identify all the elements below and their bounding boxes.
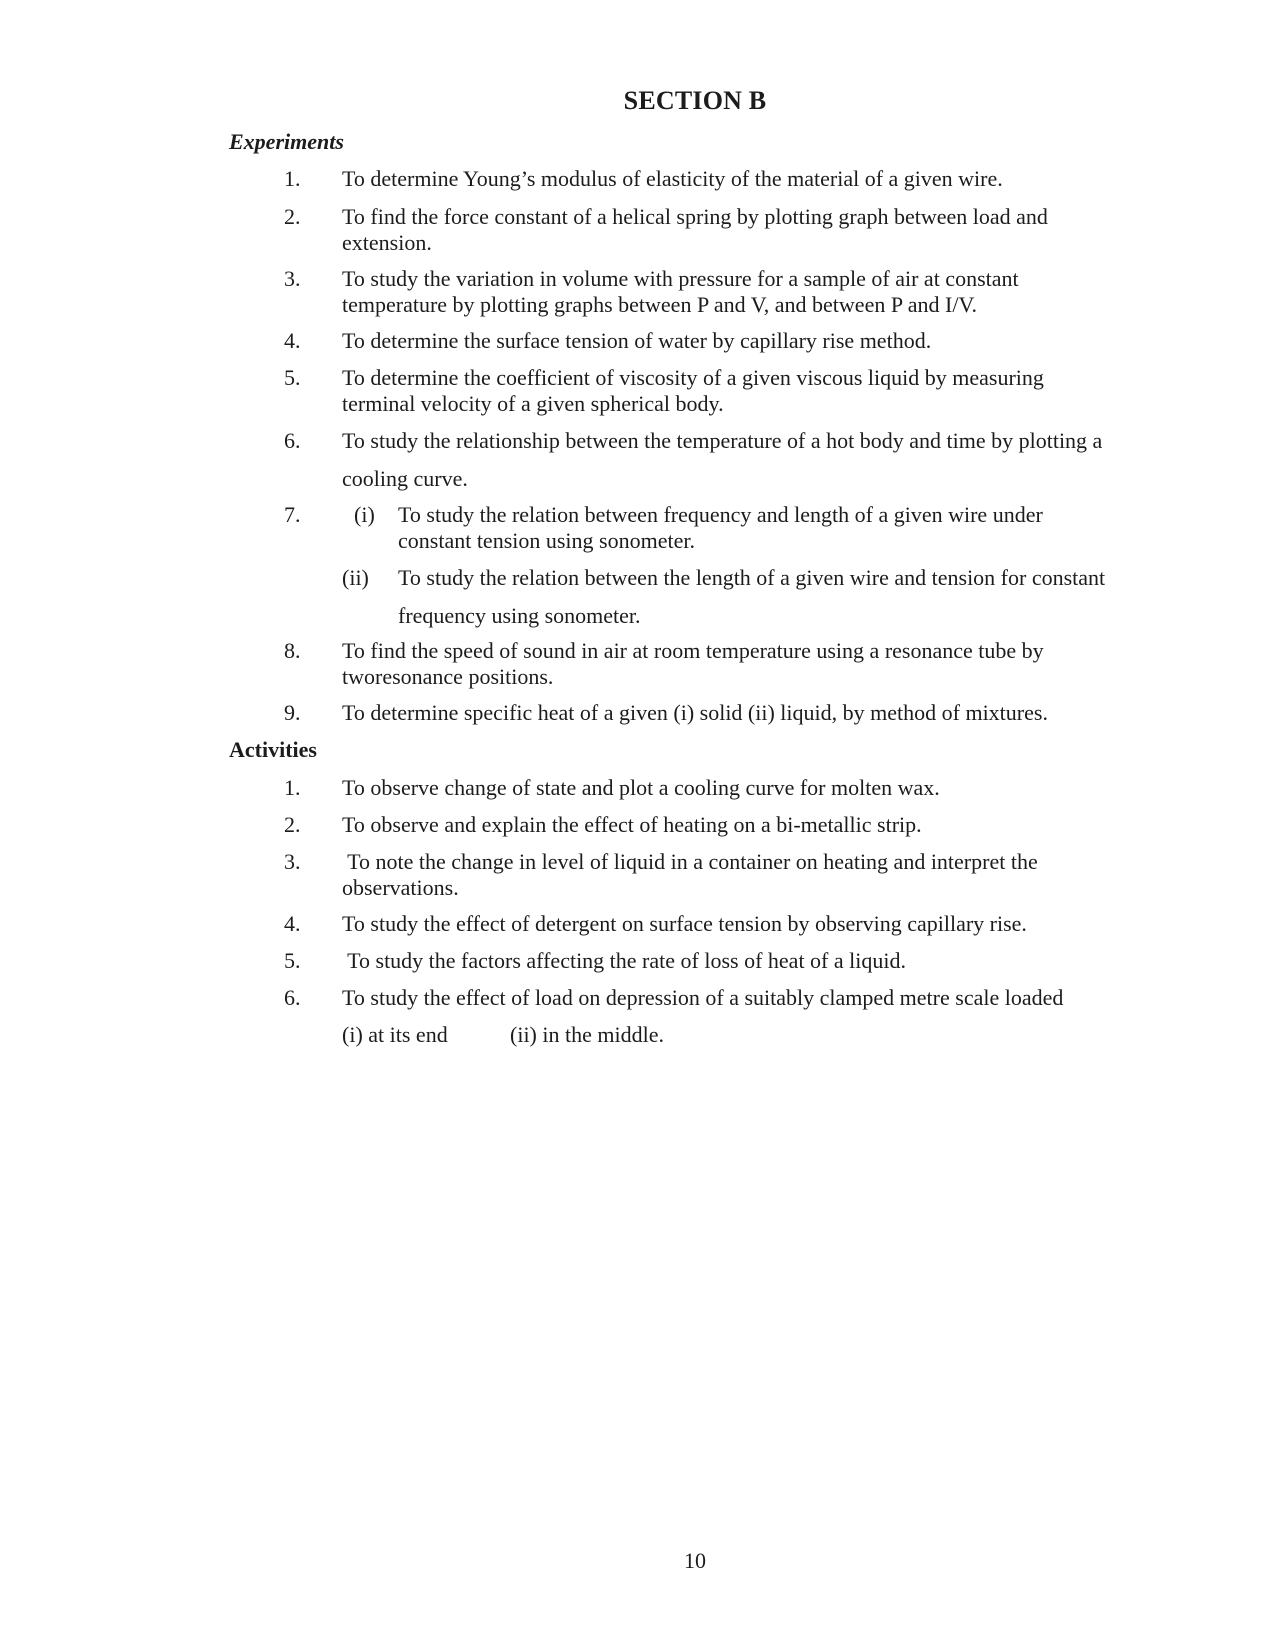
- section-title: SECTION B: [623, 86, 767, 115]
- sub-item-text-line: constant tension using sonometer.: [398, 528, 695, 553]
- item-number: 2.: [284, 812, 301, 837]
- sub-item-label: (i): [354, 502, 375, 527]
- item-text-line: observations.: [342, 875, 459, 900]
- item-number: 5.: [284, 365, 301, 390]
- item-number: 3.: [284, 266, 301, 291]
- item-number: 1.: [284, 775, 301, 800]
- item-text-line: To study the variation in volume with pressure for a sample of air at constant: [342, 266, 1019, 291]
- sub-item-label: (ii): [342, 565, 369, 590]
- page-number: 10: [684, 1548, 706, 1573]
- item-text: To determine Young’s modulus of elasticity of the material of a given wire.: [342, 166, 1003, 191]
- sub-item-text-line: To study the relation between the length of a given wire and tension for constant: [398, 565, 1106, 590]
- item-text-line: To study the relationship between the temperature of a hot body and time by plotting a: [342, 428, 1103, 453]
- item-option: (ii) in the middle.: [510, 1022, 664, 1047]
- sub-item-text-line: frequency using sonometer.: [398, 603, 641, 628]
- item-option: (i) at its end: [342, 1022, 448, 1047]
- item-text-line: To note the change in level of liquid in a container on heating and interpret the: [342, 849, 1038, 874]
- item-text-line: extension.: [342, 230, 432, 255]
- item-text-line: cooling curve.: [342, 466, 468, 491]
- item-text: To study the factors affecting the rate of loss of heat of a liquid.: [342, 948, 906, 973]
- item-number: 3.: [284, 849, 301, 874]
- item-number: 5.: [284, 948, 301, 973]
- item-number: 9.: [284, 700, 301, 725]
- item-text-line: To find the force constant of a helical spring by plotting graph between load and: [342, 204, 1048, 229]
- item-text-line: To study the effect of load on depression of a suitably clamped metre scale loaded: [342, 985, 1064, 1010]
- item-text-line: To determine the coefficient of viscosity of a given viscous liquid by measuring: [342, 365, 1044, 390]
- item-text: To observe and explain the effect of heating on a bi-metallic strip.: [342, 812, 922, 837]
- experiments-heading: Experiments: [229, 129, 344, 154]
- item-number: 2.: [284, 204, 301, 229]
- item-number: 6.: [284, 985, 301, 1010]
- item-number: 8.: [284, 638, 301, 663]
- item-text: To observe change of state and plot a cooling curve for molten wax.: [342, 775, 940, 800]
- item-text: To study the effect of detergent on surface tension by observing capillary rise.: [342, 911, 1027, 936]
- item-text-line: tworesonance positions.: [342, 664, 554, 689]
- item-text-line: temperature by plotting graphs between P and V, and between P and I/V.: [342, 292, 978, 317]
- item-number: 4.: [284, 328, 301, 353]
- item-text-line: To find the speed of sound in air at room temperature using a resonance tube by: [342, 638, 1044, 663]
- item-number: 4.: [284, 911, 301, 936]
- item-number: 1.: [284, 166, 301, 191]
- item-text: To determine specific heat of a given (i) solid (ii) liquid, by method of mixtures.: [342, 700, 1048, 725]
- sub-item-text-line: To study the relation between frequency and length of a given wire under: [398, 502, 1043, 527]
- item-number: 6.: [284, 428, 301, 453]
- activities-heading: Activities: [229, 737, 317, 762]
- item-number: 7.: [284, 502, 301, 527]
- item-text: To determine the surface tension of water by capillary rise method.: [342, 328, 932, 353]
- item-text-line: terminal velocity of a given spherical body.: [342, 391, 724, 416]
